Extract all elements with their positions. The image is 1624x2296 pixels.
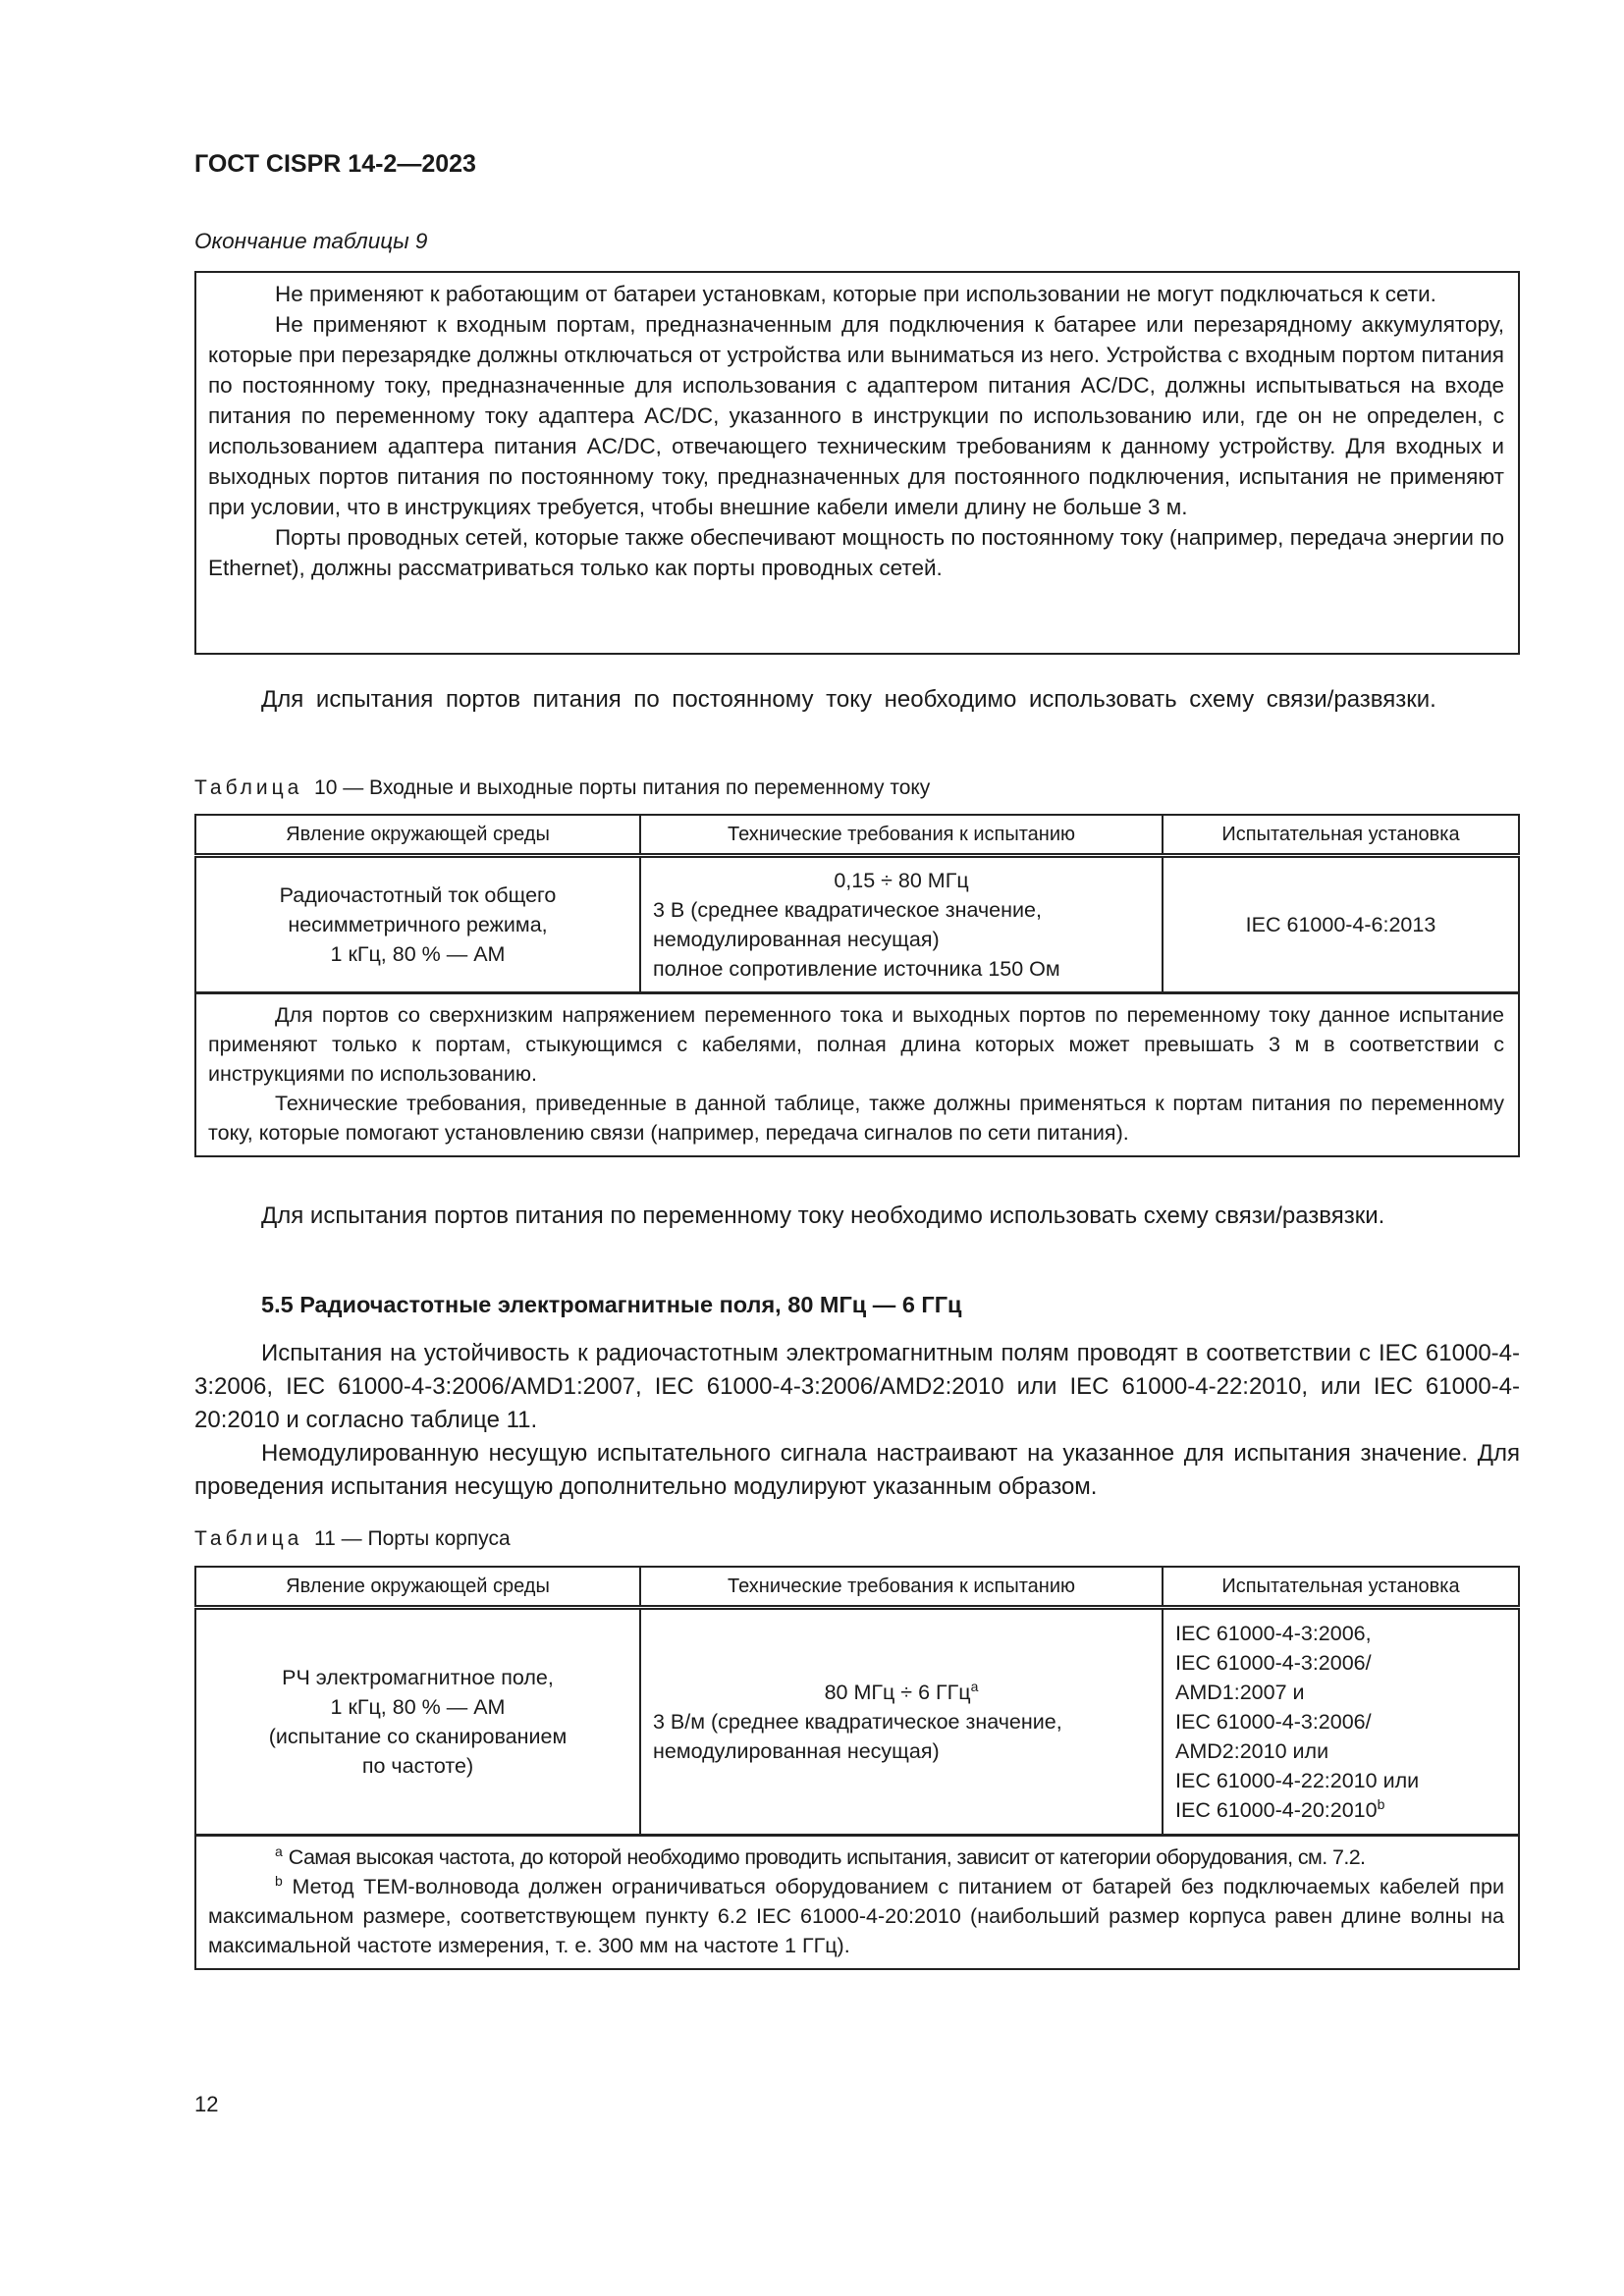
cell-line: 0,15 ÷ 80 МГц [834,869,969,892]
ac-port-paragraph: Для испытания портов питания по переменному току необходимо использовать схему связи/развязки. [261,1202,1385,1229]
cell-line: IEC 61000-4-3:2006/ [1175,1710,1372,1734]
table10-caption [194,773,1520,803]
footnote-text: Метод ТЕМ-волновода должен ограничиваться оборудованием с питанием от батарей без подключаемых кабелей при максимальном размере, соответствующем пункту 6.2 IEC 61000-4-20:2010 (наибольший размер корпуса равен длине волны на максимальной частоте измерения, т. е. 300 мм на частоте 1 ГГц). [208,1875,1504,1957]
column-header: Явление окружающей среды [195,1567,640,1608]
section-body [194,1337,1520,1504]
dc-port-paragraph: Для испытания портов питания по постоянному току необходимо использовать схему связи/развязки. [261,686,1436,713]
cell-line: РЧ электромагнитное поле, [282,1666,554,1689]
cell-line: AMD2:2010 или [1175,1739,1329,1763]
setup-cell [1163,1608,1519,1836]
section-heading: 5.5 Радиочастотные электромагнитные поля, 80 МГц — 6 ГГц [261,1292,962,1317]
cell-line: 3 В (среднее квадратическое значение, [653,898,1042,922]
table9-paragraph: Порты проводных сетей, которые также обеспечивают мощность по постоянному току (например, передача энергии по Ethernet), должны рассматриваться только как порты проводных сетей. [208,525,1504,580]
column-header: Технические требования к испытанию [640,815,1163,856]
column-header: Испытательная установка [1163,815,1519,856]
cell-line: (испытание со сканированием [268,1725,568,1748]
cell-line: AMD1:2007 и [1175,1681,1305,1704]
note-paragraph: Для портов со сверхнизким напряжением переменного тока и выходных портов по переменному току данное испытание применяют только к портам, стыкующимся с кабелями, полная длина которых может превышать 3 м в соответствии с инструкциями по использованию. [208,1003,1504,1086]
cell-line: IEC 61000-4-3:2006, [1175,1622,1372,1645]
table9-paragraph: Не применяют к входным портам, предназначенным для подключения к батарее или перезарядному аккумулятору, которые при перезарядке должны отключаться от устройства или выниматься из него. Устройства с входным портом питания по постоянному току, предназначенные для использования с адаптером питания AC/DC, должны испытываться на входе питания по переменному току адаптера AC/DC, указанного в инструкции по использованию или, где он не определен, с использованием адаптера питания AC/DC, отвечающего техническим требованиям к данному устройству. Для входных и выходных портов питания по постоянному току, предназначенных для постоянного подключения, испытания не применяют при условии, что в инструкциях требуется, чтобы внешние кабели имели длину не больше 3 м. [208,312,1504,519]
cell-line: Радиочастотный ток общего [279,883,557,907]
cell-line: IEC 61000-4-22:2010 или [1175,1769,1420,1792]
footnote-ref: a [970,1678,979,1694]
cell-line: 3 В/м (среднее квадратическое значение, [653,1710,1062,1734]
cell-line: немодулированная несущая) [653,1739,940,1763]
column-header: Технические требования к испытанию [640,1567,1163,1608]
cell-line: по частоте) [361,1754,474,1778]
phenomenon-cell [195,856,640,993]
document-header: ГОСТ CISPR 14-2—2023 [194,150,476,178]
cell-line: 80 МГц ÷ 6 ГГц [824,1681,971,1704]
table11 [194,1566,1520,1970]
spec-cell [640,1608,1163,1836]
section-paragraph: Немодулированную несущую испытательного сигнала настраивают на указанное для испытания значение. Для проведения испытания несущую дополнительно модулируют указанным образом. [194,1440,1520,1500]
table11-notes [195,1836,1519,1970]
table9-paragraph: Не применяют к работающим от батареи установкам, которые при использовании не могут подключаться к сети. [275,282,1436,306]
caption-prefix: Таблица [194,776,303,799]
caption-text: 10 — Входные и выходные порты питания по переменному току [314,776,931,799]
footnote-ref: b [1377,1795,1385,1812]
cell-line: 1 кГц, 80 % — AM [330,942,506,966]
section-paragraph: Испытания на устойчивость к радиочастотным электромагнитным полям проводят в соответствии с IEC 61000-4-3:2006, IEC 61000-4-3:2006/AMD1:2007, IEC 61000-4-3:2006/AMD2:2010 или IEC 61000-4-22:2010, или IEC 61000-4-20:2010 и согласно таблице 11. [194,1340,1520,1433]
caption-prefix: Таблица [194,1527,303,1550]
column-header: Явление окружающей среды [195,815,640,856]
cell-line: IEC 61000-4-20:2010 [1175,1798,1378,1822]
table10-notes [195,993,1519,1157]
footnote-mark: b [275,1872,283,1889]
caption-text: 11 — Порты корпуса [314,1527,511,1550]
cell-line: немодулированная несущая) [653,928,940,951]
cell-line: IEC 61000-4-3:2006/ [1175,1651,1372,1675]
setup-cell: IEC 61000-4-6:2013 [1163,856,1519,993]
note-paragraph: Технические требования, приведенные в данной таблице, также должны применяться к портам питания по переменному току, которые помогают установлению связи (например, передача сигналов по сети питания). [208,1092,1504,1145]
footnote-mark: a [275,1842,283,1859]
table-continuation-caption: Окончание таблицы 9 [194,229,428,253]
phenomenon-cell [195,1608,640,1836]
cell-line: несимметричного режима, [288,913,548,936]
footnote-text: Самая высокая частота, до которой необходимо проводить испытания, зависит от категории оборудования, см. 7.2. [288,1845,1366,1869]
page-number: 12 [194,2092,219,2116]
cell-line: 1 кГц, 80 % — AM [330,1695,506,1719]
spec-cell [640,856,1163,993]
table11-caption [194,1523,1520,1554]
cell-line: полное сопротивление источника 150 Ом [653,957,1060,981]
table10 [194,814,1520,1157]
column-header: Испытательная установка [1163,1567,1519,1608]
table9-end-box [194,271,1520,655]
